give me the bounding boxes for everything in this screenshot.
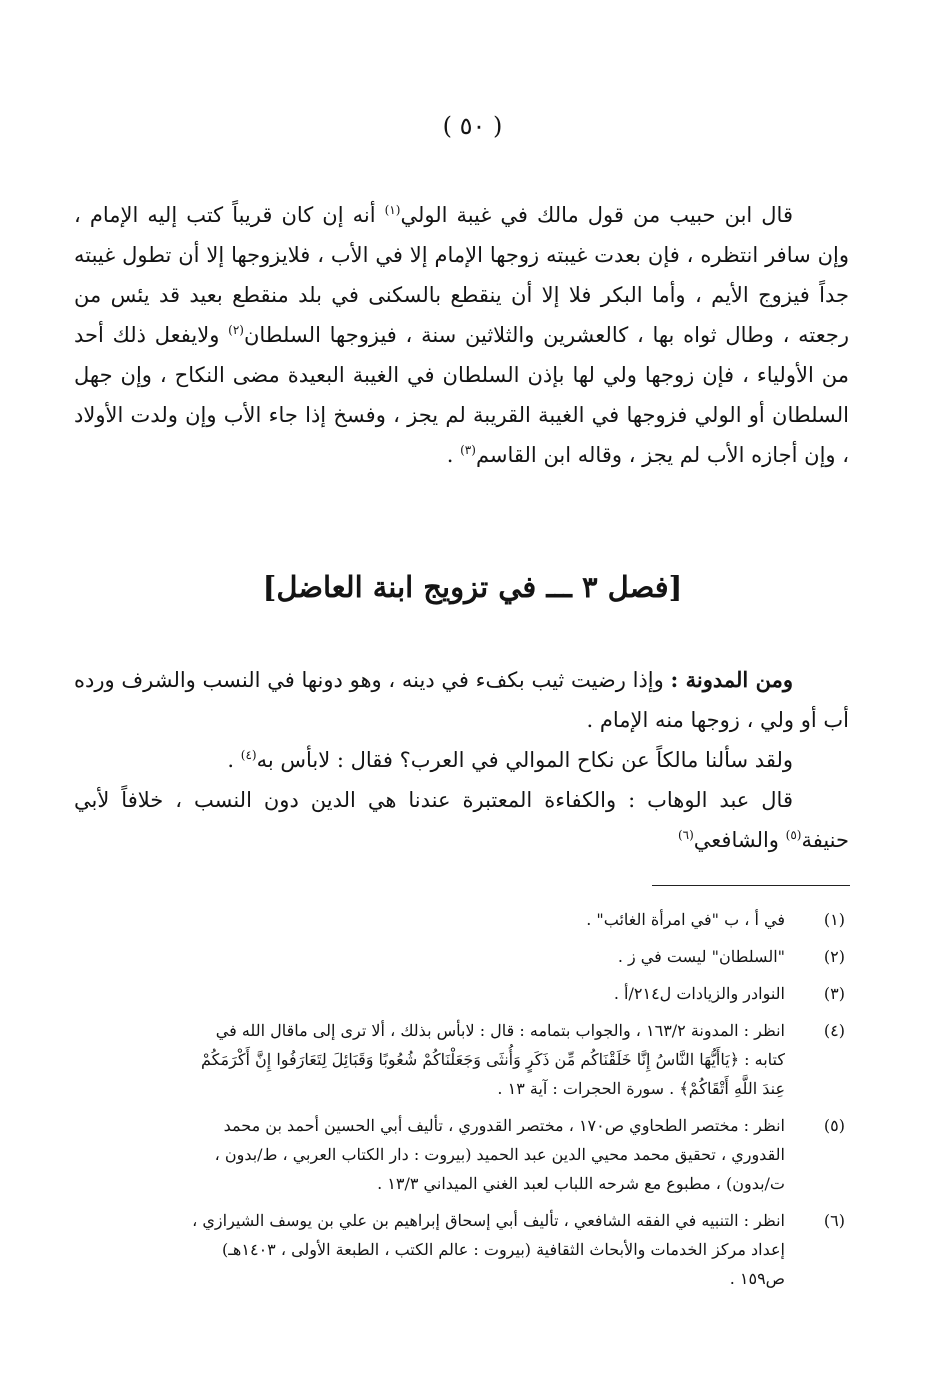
footnote-line: كتابه : ﴿يَاأَيُّهَا النَّاسُ إِنَّا خَلَقْنَاكُم مِّن ذَكَرٍ وَأُنثَى وَجَعَلْنَاكُمْ شُعُوبًا وَقَبَائِلَ لِتَعَارَفُوا إِنَّ أَكْرَمَكُمْ — [201, 1050, 785, 1069]
text-run: والشافعي — [693, 828, 786, 852]
paragraph-malik-question — [74, 740, 849, 780]
footnote-line: النوادر والزيادات ل٢١٤/أ . — [613, 984, 785, 1003]
footnote-number: (٤) — [823, 1021, 845, 1040]
footnote-text — [74, 1206, 785, 1293]
footnote — [74, 1111, 849, 1198]
footnote-line: انظر : التنبيه في الفقه الشافعي ، تأليف أبي إسحاق إبراهيم بن علي بن يوسف الشيرازي ، — [192, 1211, 785, 1230]
footnote-number: (٢) — [823, 947, 845, 966]
footnote-line: انظر : مختصر الطحاوي ص١٧٠ ، مختصر القدوري ، تأليف أبي الحسين أحمد بن محمد — [223, 1116, 785, 1135]
text-run: قال عبد الوهاب : والكفاءة المعتبرة عندنا هي الدين دون النسب ، خلافاً لأبي حنيفة — [74, 788, 849, 852]
text-run: ولايفعل ذلك أحد من الأولياء ، فإن زوجها ولي لها بإذن السلطان في الغيبة البعيدة مضى النكاح ، وإن جهل السلطان أو الولي فزوجها في الغيبة القريبة لم يجز ، وفسخ إذا جاء الأب وإن ولدت الأولاد ، وإن أجازه الأب لم يجز ، وقاله ابن القاسم — [74, 323, 849, 467]
footnote-ref-5: (٥) — [785, 828, 802, 842]
footnote — [74, 1206, 849, 1293]
footnote-text — [74, 905, 785, 934]
footnote-ref-4: (٤) — [240, 748, 257, 762]
page-number: ( ٥٠ ) — [442, 112, 503, 140]
text-run: قال ابن حبيب من قول مالك في غيبة الولي — [400, 203, 793, 227]
footnote-text — [74, 1111, 785, 1198]
footnote — [74, 1016, 849, 1103]
footnote-ref-1: (١) — [384, 203, 401, 217]
paragraph-abd-al-wahhab — [74, 780, 849, 860]
footnote-line: "السلطان" ليست في ز . — [617, 947, 785, 966]
footnote-text — [74, 1016, 785, 1103]
footnote-divider — [652, 885, 850, 886]
footnote-text — [74, 979, 785, 1008]
section-body — [74, 660, 849, 860]
footnote-line: عِندَ اللَّهِ أَتْقَاكُمْ﴾ . سورة الحجرات : آية ١٣ . — [497, 1079, 785, 1098]
footnote-number: (١) — [823, 910, 845, 929]
footnote-ref-6: (٦) — [677, 828, 694, 842]
footnote-text — [74, 942, 785, 971]
footnote-line: في أ ، ب "في امرأة الغائب" . — [586, 910, 785, 929]
paragraph-mudawwana — [74, 660, 849, 740]
footnote-line: إعداد مركز الخدمات والأبحاث الثقافية (بيروت : عالم الكتب ، الطبعة الأولى ، ١٤٠٣هـ) — [222, 1240, 785, 1259]
section-heading: [فصل ٣ ـــ في تزويج ابنة العاضل] — [262, 570, 683, 604]
source-lead: ومن المدونة : — [670, 667, 794, 692]
footnotes — [74, 905, 849, 1301]
footnote-ref-2: (٢) — [228, 323, 244, 337]
footnote-number: (٣) — [823, 984, 845, 1003]
footnote-line: ت/بدون) ، مطبوع مع شرحه اللباب لعبد الغني الميداني ١٣/٣ . — [377, 1174, 785, 1193]
footnote — [74, 979, 849, 1008]
paragraph-ibn-habib — [74, 195, 849, 475]
footnote — [74, 905, 849, 934]
footnote-line: انظر : المدونة ١٦٣/٢ ، والجواب بتمامه : قال : لابأس بذلك ، ألا ترى إلى ماقال الله في — [215, 1021, 785, 1040]
footnote-line: القدوري ، تحقيق محمد محيي الدين عبد الحميد (بيروت : دار الكتاب العربي ، ط/بدون ، — [214, 1145, 785, 1164]
footnote-ref-3: (٣) — [460, 443, 476, 457]
footnote — [74, 942, 849, 971]
text-run: ولقد سألنا مالكاً عن نكاح الموالي في العرب؟ فقال : لابأس به — [256, 748, 793, 772]
text-run: . — [227, 748, 241, 772]
footnote-line: ص١٥٩ . — [729, 1269, 785, 1288]
footnote-number: (٦) — [823, 1211, 845, 1230]
footnote-number: (٥) — [823, 1116, 845, 1135]
text-run: أنه إن كان قريباً كتب إليه الإمام ، وإن سافر انتظره ، فإن بعدت غيبته زوجها الإمام إلا في الأب ، فلايزوجها إلا أن تطول غيبته جداً فيزوج الأيم ، وأما البكر فلا إلا أن ينقطع بالسكنى في بلد منقطع بعيد قد يئس من رجعته ، وطال ثواه بها ، كالعشرين والثلاثين سنة ، فيزوجها السلطان — [74, 203, 849, 347]
text-run: . — [446, 443, 461, 467]
paragraph-text — [74, 195, 849, 475]
text-run: وإذا رضيت ثيب بكفء في دينه ، وهو دونها في النسب والشرف ورده أب أو ولي ، زوجها منه الإمام . — [74, 668, 849, 732]
